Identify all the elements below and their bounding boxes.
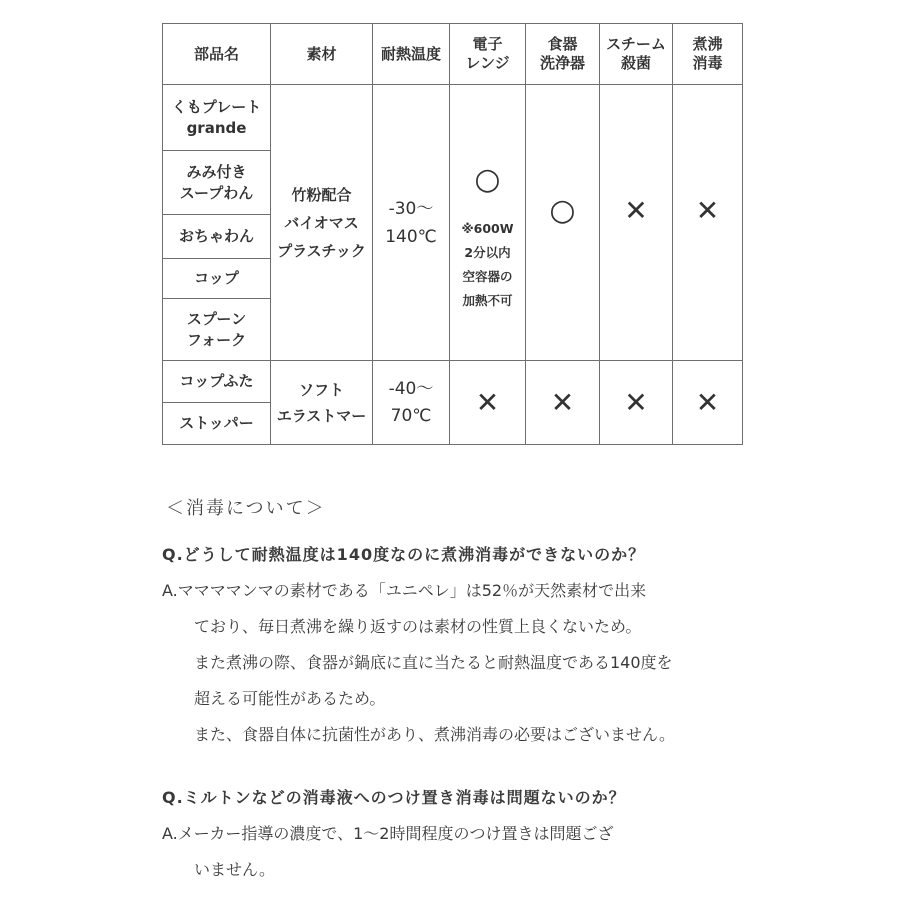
cross-icon: ✕: [624, 193, 648, 227]
part-cell: コップ: [163, 259, 271, 299]
answer-1-line: また煮沸の際、食器が鍋底に直に当たると耐熱温度である140度を: [194, 653, 673, 672]
material-cell: ソフト エラストマー: [271, 361, 373, 445]
header-boil-disinfect: 煮沸 消毒: [673, 24, 743, 85]
header-dishwasher: 食器 洗浄器: [526, 24, 600, 85]
cross-icon: ✕: [550, 385, 575, 419]
answer-1-line: ており、毎日煮沸を繰り返すのは素材の性質上良くないため。: [194, 617, 642, 636]
part-cell: スプーン フォーク: [163, 299, 271, 361]
answer-2-line: いません。: [194, 860, 275, 879]
part-cell: コップふた: [163, 361, 271, 403]
qa-block-1: [162, 537, 675, 753]
header-heat-resistance: 耐熱温度: [373, 24, 450, 85]
answer-1-line: 超える可能性があるため。: [194, 689, 386, 708]
microwave-cell: [450, 361, 526, 445]
question-2: Q.ミルトンなどの消毒液へのつけ置き消毒は問題ないのか？: [162, 788, 626, 807]
table-row: [163, 361, 743, 403]
heat-resistance-cell: -40〜 70℃: [373, 361, 450, 445]
compatibility-table: [162, 23, 743, 445]
cross-icon: ✕: [475, 385, 500, 419]
boil-cell: [673, 361, 743, 445]
header-part-name: 部品名: [163, 24, 271, 85]
part-cell: ストッパー: [163, 403, 271, 445]
answer-2-line: A.メーカー指導の濃度で、1〜2時間程度のつけ置きは問題ござ: [162, 824, 614, 843]
cross-icon: ✕: [695, 193, 720, 227]
microwave-note: ※600W 2分以内 空容器の 加熱不可: [461, 220, 514, 308]
part-cell: おちゃわん: [163, 215, 271, 259]
header-steam-sterilize: スチーム 殺菌: [600, 24, 673, 85]
section-title: ＜消毒について＞: [166, 498, 326, 519]
answer-1-line: A.ママママンマの素材である「ユニペレ」は52％が天然素材で出来: [162, 581, 647, 600]
cross-icon: ✕: [624, 385, 648, 419]
cross-icon: ✕: [695, 385, 720, 419]
question-1: Q.どうして耐熱温度は140度なのに煮沸消毒ができないのか？: [162, 545, 646, 564]
heat-resistance-cell: -30〜 140℃: [373, 85, 450, 361]
dishwasher-cell: [526, 85, 600, 361]
header-microwave: 電子 レンジ: [450, 24, 526, 85]
table-row: [163, 85, 743, 151]
part-cell: みみ付き スープわん: [163, 151, 271, 215]
steam-cell: [600, 361, 673, 445]
qa-block-2: [162, 780, 626, 888]
microwave-cell: [450, 85, 526, 361]
header-material: 素材: [271, 24, 373, 85]
answer-1-line: また、食器自体に抗菌性があり、煮沸消毒の必要はございません。: [194, 725, 675, 744]
material-cell: 竹粉配合 バイオマス プラスチック: [271, 85, 373, 361]
steam-cell: [600, 85, 673, 361]
table-header-row: [163, 24, 743, 85]
dishwasher-cell: [526, 361, 600, 445]
circle-icon: ○: [474, 161, 501, 197]
circle-icon: ○: [549, 192, 576, 228]
part-cell: くもプレート grande: [163, 85, 271, 151]
boil-cell: [673, 85, 743, 361]
